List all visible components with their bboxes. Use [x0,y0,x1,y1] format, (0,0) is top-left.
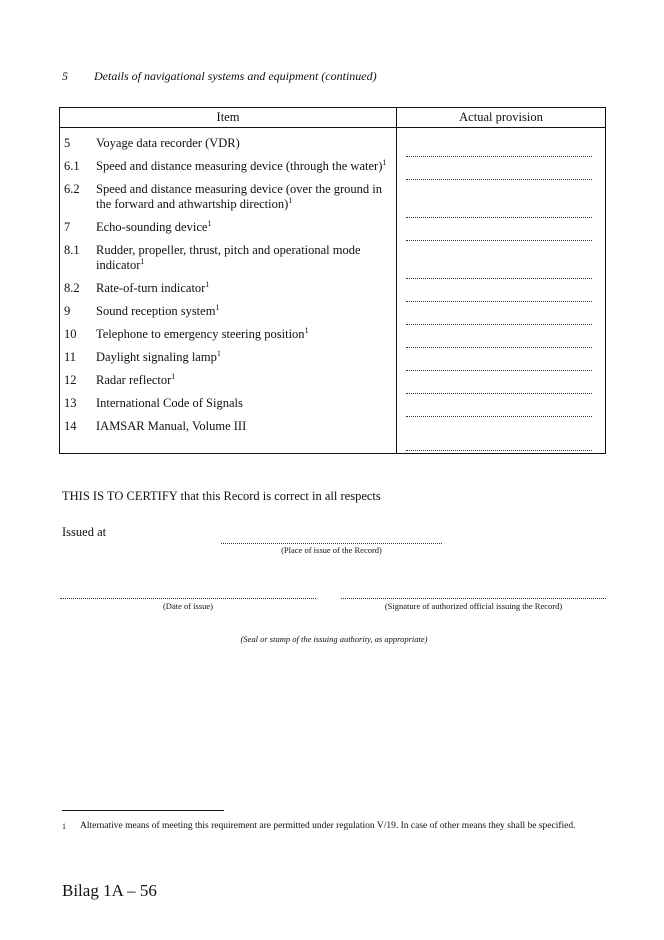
provision-cell [397,128,606,160]
date-of-issue-field[interactable] [60,598,316,599]
provision-entry-line[interactable] [406,393,592,394]
provision-cell [397,281,606,304]
item-label [96,243,390,273]
item-label [96,281,390,296]
provision-entry-line[interactable] [406,347,592,348]
provision-cell [397,159,606,182]
provision-cell [397,304,606,327]
item-label [96,182,390,212]
provision-entry-line[interactable] [406,324,592,325]
item-number: 10 [64,327,77,341]
signature-caption: (Signature of authorized official issuing the Record) [384,601,563,611]
section-number: 5 [62,69,68,83]
item-cell [60,304,397,327]
item-number: 9 [64,304,71,318]
place-of-issue-field[interactable] [221,543,442,544]
provision-cell [397,396,606,419]
item-cell [60,327,397,350]
provision-cell [397,373,606,396]
page-footer: Bilag 1A – 56 [62,881,157,900]
item-label [96,373,390,388]
provision-entry-line[interactable] [406,156,592,157]
provision-entry-line[interactable] [406,450,592,451]
item-number: 6.2 [64,182,80,196]
footnote-ref: 1 [207,219,212,228]
item-label [96,419,390,434]
footnote-ref: 1 [140,257,145,266]
provision-cell [397,243,606,281]
provision-entry-line[interactable] [406,301,592,302]
item-label [96,159,390,174]
item-text: Daylight signaling lamp [96,350,217,364]
item-label [96,327,390,342]
item-cell [60,373,397,396]
item-text: Rudder, propeller, thrust, pitch and operational mode indicator [96,243,361,272]
table-row [60,350,606,373]
footnote-ref: 1 [215,303,220,312]
item-text: Telephone to emergency steering position [96,327,305,341]
provision-entry-line[interactable] [406,217,592,218]
item-label [96,220,390,235]
certify-statement: THIS IS TO CERTIFY that this Record is correct in all respects [62,489,381,503]
table-row [60,182,606,220]
table-row [60,373,606,396]
item-cell [60,128,397,160]
footnote-divider [62,810,224,811]
provision-entry-line[interactable] [406,370,592,371]
header-item: Item [60,108,397,128]
footnote-ref: 1 [288,196,293,205]
item-text: Speed and distance measuring device (through the water) [96,159,383,173]
item-text: Sound reception system [96,304,216,318]
table-header-row [60,108,606,128]
provision-entry-line[interactable] [406,416,592,417]
section-title: Details of navigational systems and equipment (continued) [94,69,377,83]
item-text: Rate-of-turn indicator [96,281,206,295]
provision-cell [397,220,606,243]
provision-cell [397,350,606,373]
item-number: 14 [64,419,77,433]
item-cell [60,419,397,454]
table-row [60,128,606,160]
section-heading [62,69,377,84]
item-number: 12 [64,373,77,387]
provision-cell [397,419,606,454]
provision-entry-line[interactable] [406,240,592,241]
place-of-issue-caption: (Place of issue of the Record) [281,545,382,555]
item-label [96,136,390,151]
table-row [60,396,606,419]
item-number: 13 [64,396,77,410]
table-row [60,304,606,327]
footnote-ref: 1 [171,372,176,381]
item-number: 6.1 [64,159,80,173]
item-cell [60,281,397,304]
header-provision: Actual provision [397,108,606,128]
item-cell [60,350,397,373]
item-cell [60,220,397,243]
date-of-issue-caption: (Date of issue) [162,601,214,611]
footnote-ref: 1 [304,326,309,335]
table-row [60,159,606,182]
item-number: 8.2 [64,281,80,295]
signature-field[interactable] [341,598,606,599]
equipment-table [59,107,606,454]
table-row [60,281,606,304]
item-number: 5 [64,136,71,150]
provision-entry-line[interactable] [406,278,592,279]
footnote-mark: 1 [62,822,66,831]
table-row [60,220,606,243]
item-label [96,304,390,319]
item-number: 8.1 [64,243,80,257]
table-row [60,327,606,350]
footnote-ref: 1 [382,158,387,167]
item-number: 7 [64,220,71,234]
item-cell [60,182,397,220]
item-label [96,396,390,411]
footnote-ref: 1 [205,280,210,289]
item-label [96,350,390,365]
item-text: IAMSAR Manual, Volume III [96,419,247,433]
item-cell [60,243,397,281]
item-text: Speed and distance measuring device (over the ground in the forward and athwartship direction) [96,182,383,211]
table-row [60,243,606,281]
table-row [60,419,606,454]
item-text: Echo-sounding device [96,220,208,234]
item-cell [60,159,397,182]
footnote-ref: 1 [216,349,221,358]
item-text: International Code of Signals [96,396,243,410]
item-text: Radar reflector [96,373,172,387]
provision-entry-line[interactable] [406,179,592,180]
seal-caption: (Seal or stamp of the issuing authority, as appropriate) [240,634,428,644]
item-number: 11 [64,350,77,364]
provision-cell [397,182,606,220]
footnote-text: Alternative means of meeting this requirement are permitted under regulation V/19. In case of other means they shall be specified. [80,821,576,831]
item-text: Voyage data recorder (VDR) [96,136,240,150]
item-cell [60,396,397,419]
provision-cell [397,327,606,350]
issued-at-label: Issued at [62,525,107,539]
footnote [62,820,592,833]
